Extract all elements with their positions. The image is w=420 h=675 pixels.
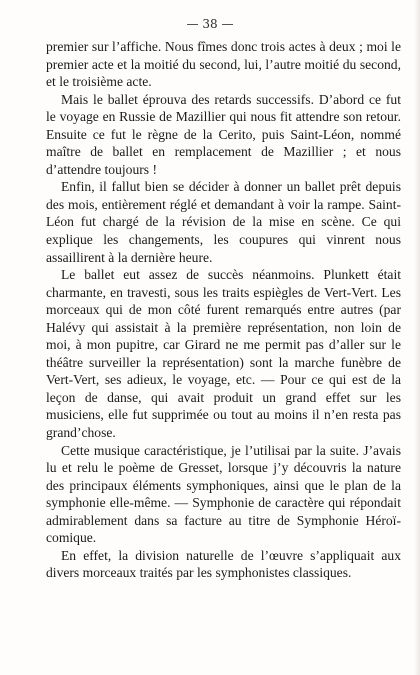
- paragraph-5: Cette musique caractéristique, je l’utilisai par la suite. J’avais lu et relu le poème de Gresset, lorsque j’y découvris la nature des principaux éléments symphoniques, ainsi que le plan de la symphonie elle-même. — Symphonie de caractère qui répondait admirablement dans sa facture au titre de Symphonie Héroï-comique.: [46, 442, 401, 546]
- body-text: [46, 38, 401, 582]
- paragraph-2: Mais le ballet éprouva des retards successifs. D’abord ce fut le voyage en Russie de Mazillier qui nous fit attendre son retour. Ensuite ce fut le règne de la Cerito, puis Saint-Léon, nommé maître de ballet en remplacement de Mazillier ; et nous d’attendre toujours !: [46, 91, 401, 177]
- page-number: — 38 —: [186, 17, 234, 31]
- paragraph-3: Enfin, il fallut bien se décider à donner un ballet prêt depuis des mois, entièrement réglé et demandant à voir la rampe. Saint-Léon fut chargé de la révision de la mise en scène. Ce qui explique les changements, les coupures qui vinrent nous assaillirent à la dernière heure.: [46, 179, 401, 265]
- page-edge-shadow: [414, 0, 420, 675]
- paragraph-4: Le ballet eut assez de succès néanmoins. Plunkett était charmante, en travesti, sous les traits espiègles de Vert-Vert. Les morceaux qui de mon côté furent remarqués entre autres (par Halévy qui assistait à la première représentation, non loin de moi, à mon pupitre, car Girard ne me permit pas d’aller sur le théâtre surveiller la représentation) sont la marche funèbre de Vert-Vert, ses adieux, le voyage, etc. — Pour ce qui est de la leçon de danse, qui avait produit un grand effet sur les musiciens, elle fut supprimée ou tout au moins il n’en resta pas grand’chose.: [46, 267, 401, 441]
- paragraph-6: En effet, la division naturelle de l’œuvre s’appliquait aux divers morceaux traités par les symphonistes classiques.: [46, 547, 401, 581]
- paragraph-1: premier sur l’affiche. Nous fîmes donc trois actes à deux ; moi le premier acte et la moitié du second, lui, l’autre moitié du second, et le troisième acte.: [46, 39, 401, 90]
